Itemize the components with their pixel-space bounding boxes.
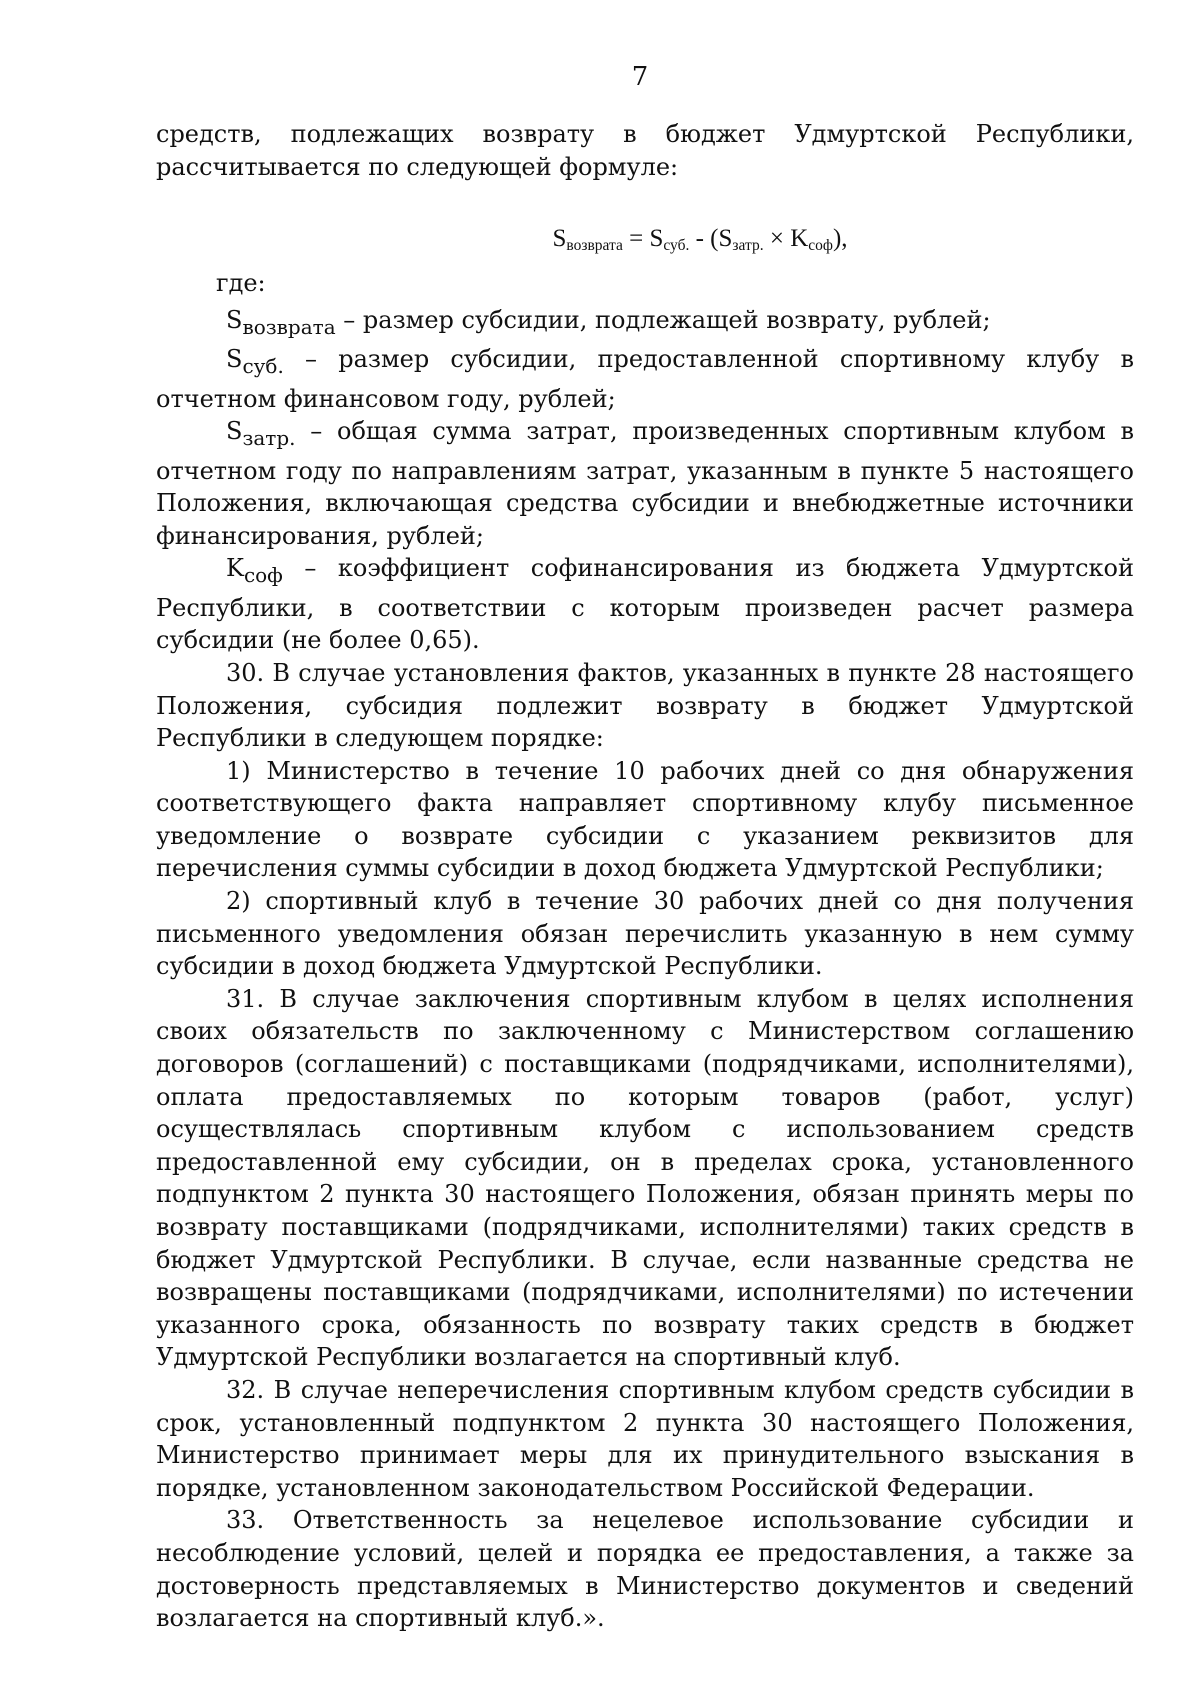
document-body (156, 118, 1134, 1635)
definition-term-base: S (226, 305, 243, 334)
formula-t3-sub: соф (808, 237, 833, 255)
definition-s-subsidy (156, 343, 1134, 415)
formula-t1-sub: суб. (663, 237, 690, 255)
subparagraph-30-2: 2) спортивный клуб в течение 30 рабочих дней со дня получения письменного уведомления обязан перечислить указанную в нем сумму субсидии в доход бюджета Удмуртской Республики. (156, 887, 1134, 981)
definition-k-cofinancing (156, 552, 1134, 657)
refund-formula (156, 223, 1134, 255)
definition-term-sub: соф (243, 563, 283, 588)
formula-t2-base: S (718, 225, 733, 253)
definition-text: – размер субсидии, подлежащей возврату, рублей; (335, 305, 991, 334)
definition-term-sub: суб. (242, 353, 284, 378)
paragraph-30: 30. В случае установления фактов, указанных в пункте 28 настоящего Положения, субсидия подлежит возврату в бюджет Удмуртской Республики в следующем порядке: (156, 658, 1134, 753)
formula-close: ), (832, 225, 848, 253)
definition-term-base: S (226, 345, 243, 374)
definition-text: – размер субсидии, предоставленной спортивному клубу в отчетном финансовом году, рублей; (156, 345, 1134, 413)
definition-text: – общая сумма затрат, произведенных спортивным клубом в отчетном году по направлениям затрат, указанным в пункте 5 настоящего Положения, включающая средства субсидии и внебюджетные источники финансирования, рублей; (156, 417, 1134, 550)
definition-s-costs (156, 415, 1134, 552)
formula-times: × (763, 225, 791, 253)
formula-t2-sub: затр. (732, 237, 764, 255)
formula-eq: = (622, 225, 650, 253)
formula-t3-base: K (790, 225, 809, 253)
definition-s-refund (156, 304, 1134, 343)
paragraph-33: 33. Ответственность за нецелевое использование субсидии и несоблюдение условий, целей и порядка ее предоставления, а также за достоверность представляемых в Министерство документов и сведений возлагается на спортивный клуб.». (156, 1506, 1134, 1633)
definition-term-sub: затр. (242, 425, 296, 450)
intro-paragraph: средств, подлежащих возврату в бюджет Удмуртской Республики, рассчитывается по следующей формуле: (156, 120, 1134, 181)
definition-text: – коэффициент софинансирования из бюджета Удмуртской Республики, в соответствии с которым произведен расчет размера субсидии (не более 0,65). (156, 554, 1134, 655)
where-label: где: (216, 269, 266, 298)
paragraph-32: 32. В случае неперечисления спортивным клубом средств субсидии в срок, установленный подпунктом 2 пункта 30 настоящего Положения, Министерство принимает меры для их принудительного взыскания в порядке, установленном законодательством Российской Федерации. (156, 1375, 1134, 1502)
formula-lhs-base: S (552, 225, 567, 253)
definition-term-base: S (226, 417, 243, 446)
formula-minus-open: - ( (689, 225, 719, 253)
paragraph-31: 31. В случае заключения спортивным клубом в целях исполнения своих обязательств по заключенному с Министерством соглашению договоров (соглашений) с поставщиками (подрядчиками, исполнителями), оплата предоставляемых по которым товаров (работ, услуг) осуществлялась спортивным клубом с использованием средств предоставленной ему субсидии, он в пределах срока, установленного подпунктом 2 пункта 30 настоящего Положения, обязан принять меры по возврату поставщиками (подрядчиками, исполнителями) таких средств в бюджет Удмуртской Республики. В случае, если названные средства не возвращены поставщиками (подрядчиками, исполнителями) по истечении указанного срока, обязанность по возврату таких средств в бюджет Удмуртской Республики возлагается на спортивный клуб. (156, 984, 1134, 1372)
formula-lhs-sub: возврата (566, 237, 623, 255)
page-number: 7 (631, 62, 649, 92)
definition-term-sub: возврата (242, 314, 336, 339)
definition-term-base: K (226, 554, 244, 583)
subparagraph-30-1: 1) Министерство в течение 10 рабочих дней со дня обнаружения соответствующего факта направляет спортивному клубу письменное уведомление о возврате субсидии с указанием реквизитов для перечисления суммы субсидии в доход бюджета Удмуртской Республики; (156, 756, 1134, 883)
formula-t1-base: S (649, 225, 664, 253)
